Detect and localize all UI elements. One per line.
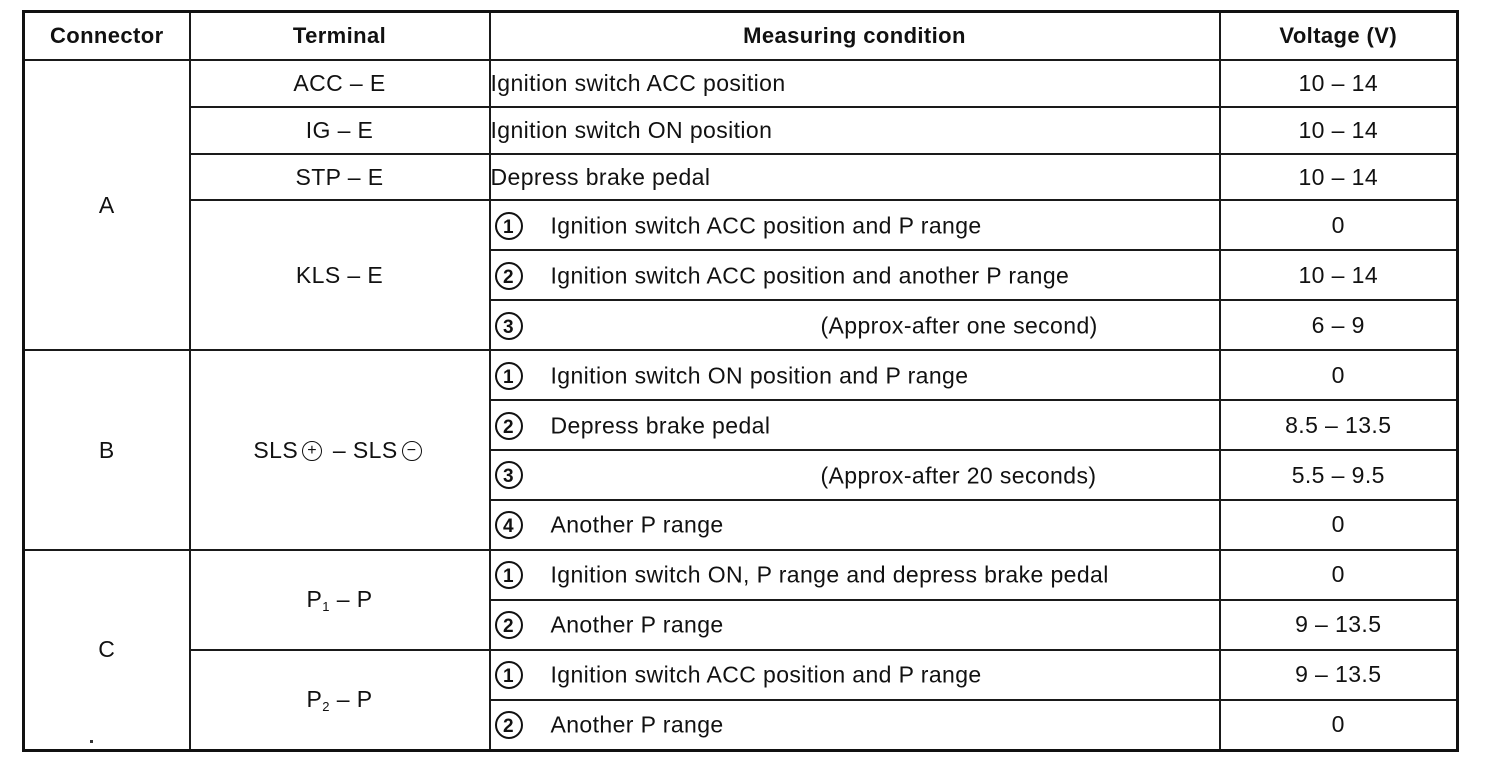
terminal-acc-e: ACC – E	[190, 60, 490, 107]
terminal-p1-subscript: 1	[322, 598, 330, 614]
condition-cell: Depress brake pedal	[490, 154, 1220, 201]
table-row	[24, 154, 1458, 201]
step-number-icon: 1	[495, 661, 523, 689]
terminal-p1-p	[190, 550, 490, 650]
condition-text: (Approx-after one second)	[820, 312, 1098, 339]
terminal-p2-label: P	[306, 685, 323, 712]
step-number-icon: 4	[495, 511, 523, 539]
voltage-cell: 8.5 – 13.5	[1220, 400, 1458, 450]
header-connector: Connector	[24, 12, 190, 61]
condition-cell	[490, 450, 1220, 500]
condition-cell	[490, 550, 1220, 600]
step-number-icon: 1	[495, 362, 523, 390]
step-number-icon: 2	[495, 711, 523, 739]
condition-text: Another P range	[550, 511, 724, 538]
voltage-cell: 10 – 14	[1220, 60, 1458, 107]
condition-text: Depress brake pedal	[550, 412, 771, 439]
terminal-sls-plus-label: SLS	[253, 436, 299, 463]
step-number-icon: 2	[495, 611, 523, 639]
header-row	[24, 12, 1458, 61]
terminal-p2-p	[190, 650, 490, 751]
terminal-sls	[190, 350, 490, 550]
terminal-p2-suffix: – P	[329, 685, 373, 712]
condition-text: Another P range	[550, 611, 724, 638]
step-number-icon: 1	[495, 212, 523, 240]
voltage-cell: 9 – 13.5	[1220, 600, 1458, 650]
table-row	[24, 200, 1458, 250]
condition-text: Ignition switch ACC position and P range	[550, 661, 982, 688]
voltage-cell: 0	[1220, 500, 1458, 550]
step-number-icon: 3	[495, 461, 523, 489]
condition-cell: Ignition switch ON position	[490, 107, 1220, 154]
voltage-cell: 0	[1220, 550, 1458, 600]
header-voltage: Voltage (V)	[1220, 12, 1458, 61]
minus-circle-icon: −	[402, 441, 422, 461]
voltage-cell: 9 – 13.5	[1220, 650, 1458, 700]
header-terminal: Terminal	[190, 12, 490, 61]
voltage-cell: 5.5 – 9.5	[1220, 450, 1458, 500]
terminal-p1-label: P	[306, 585, 323, 612]
condition-cell	[490, 500, 1220, 550]
step-number-icon: 2	[495, 412, 523, 440]
condition-text: (Approx-after 20 seconds)	[820, 461, 1097, 488]
plus-circle-icon: +	[302, 441, 322, 461]
condition-cell	[490, 200, 1220, 250]
terminal-kls-e: KLS – E	[190, 200, 490, 350]
terminal-sls-minus-label: SLS	[352, 436, 398, 463]
voltage-cell: 0	[1220, 700, 1458, 751]
condition-text: Another P range	[550, 711, 724, 738]
condition-text: Ignition switch ACC position and another P range	[550, 262, 1070, 289]
voltage-cell: 6 – 9	[1220, 300, 1458, 350]
voltage-cell: 10 – 14	[1220, 250, 1458, 300]
table-row	[24, 60, 1458, 107]
terminal-ig-e: IG – E	[190, 107, 490, 154]
voltage-cell: 10 – 14	[1220, 107, 1458, 154]
condition-cell: Ignition switch ACC position	[490, 60, 1220, 107]
condition-cell	[490, 300, 1220, 350]
table-row	[24, 350, 1458, 400]
condition-cell	[490, 400, 1220, 450]
condition-cell	[490, 350, 1220, 400]
step-number-icon: 2	[495, 262, 523, 290]
condition-cell	[490, 650, 1220, 700]
condition-cell	[490, 250, 1220, 300]
terminal-p2-subscript: 2	[322, 698, 330, 714]
condition-text: Ignition switch ON, P range and depress brake pedal	[550, 561, 1109, 588]
condition-text: Ignition switch ON position and P range	[550, 362, 969, 389]
terminal-separator: –	[332, 436, 347, 463]
connector-a: A	[24, 60, 190, 350]
connector-c: C	[24, 550, 190, 751]
voltage-cell: 10 – 14	[1220, 154, 1458, 201]
voltage-cell: 0	[1220, 350, 1458, 400]
condition-cell	[490, 700, 1220, 751]
condition-text: Ignition switch ACC position and P range	[550, 212, 982, 239]
voltage-cell: 0	[1220, 200, 1458, 250]
scan-speck	[90, 740, 93, 743]
table-row	[24, 107, 1458, 154]
table-row	[24, 550, 1458, 600]
header-measuring-condition: Measuring condition	[490, 12, 1220, 61]
step-number-icon: 1	[495, 561, 523, 589]
connector-b: B	[24, 350, 190, 550]
table-row	[24, 650, 1458, 700]
condition-cell	[490, 600, 1220, 650]
voltage-spec-table	[22, 10, 1459, 752]
step-number-icon: 3	[495, 312, 523, 340]
terminal-p1-suffix: – P	[329, 585, 373, 612]
terminal-stp-e: STP – E	[190, 154, 490, 201]
